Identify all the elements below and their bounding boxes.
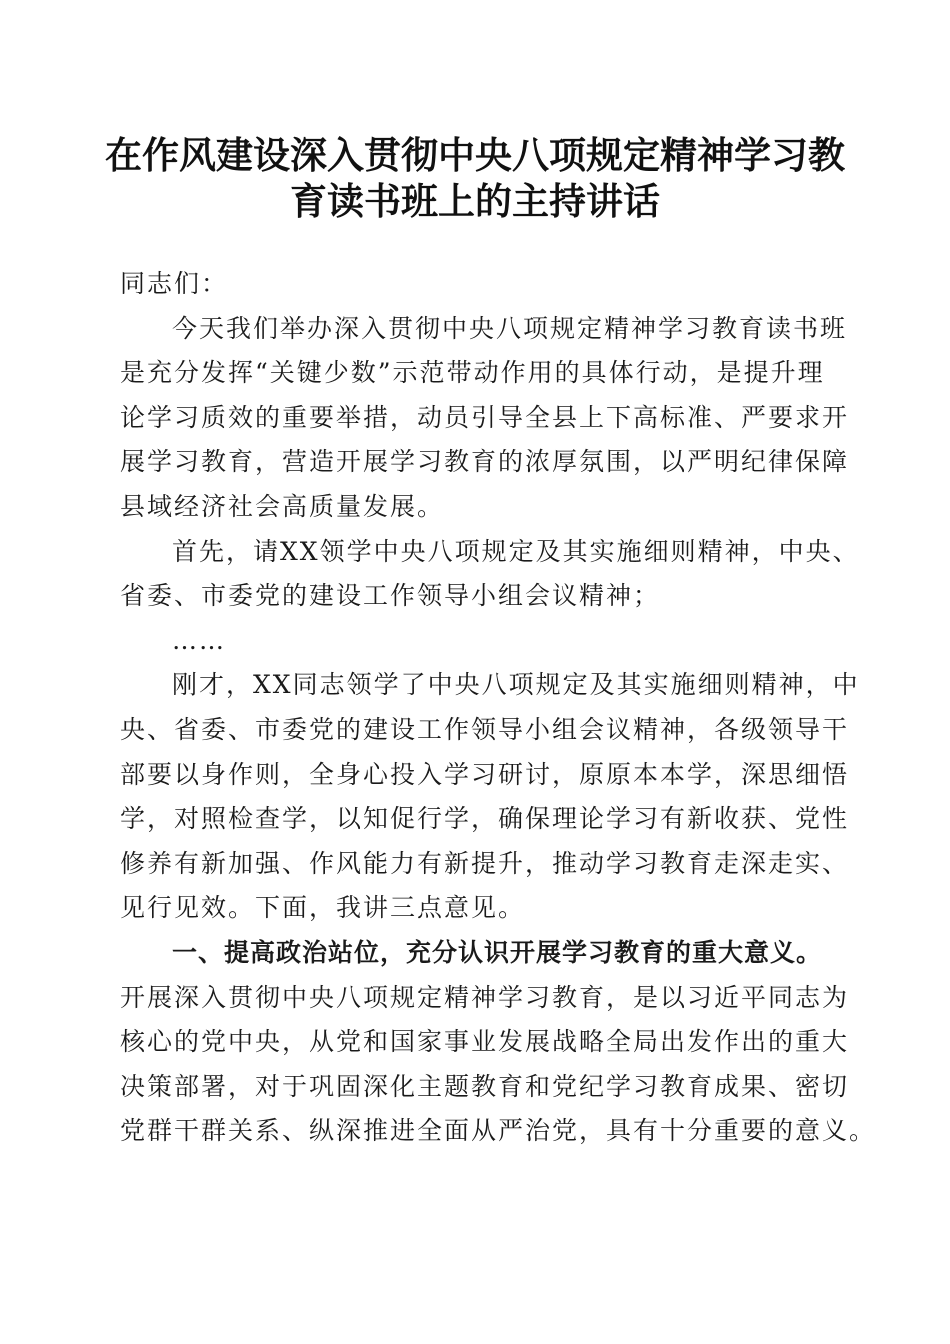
paragraph-summary [120,663,860,931]
text-line: 见行见效。下面，我讲三点意见。 [120,893,526,923]
text-line: 决策部署，对于巩固深化主题教育和党纪学习教育成果、密切 [120,1071,850,1101]
text-line: 核心的党中央，从党和国家事业发展战略全局出发作出的重大 [120,1027,850,1057]
paragraph-ellipsis [120,619,830,664]
document-title [100,132,850,224]
text-line: 今天我们举办深入贯彻中央八项规定精神学习教育读书班 [172,313,848,343]
document-body [120,262,877,1154]
text-line: 展学习教育，营造开展学习教育的浓厚氛围，以严明纪律保障 [120,447,850,477]
text-line: 是充分发挥“关键少数”示范带动作用的具体行动，是提升理 [120,358,825,388]
section-heading: 一、提高政治站位，充分认识开展学习教育的重大意义。 [172,937,823,967]
text-line: 修养有新加强、作风能力有新提升，推动学习教育走深走实、 [120,848,850,878]
paragraph-section-one [120,976,877,1154]
paragraph-first-item [120,530,860,619]
text-line: 学，对照检查学，以知促行学，确保理论学习有新收获、党性 [120,804,850,834]
text-line: 首先，请XX领学中央八项规定及其实施细则精神，中央、 [172,536,860,566]
text-line: 刚才，XX同志领学了中央八项规定及其实施细则精神，中 [172,670,860,700]
text-line: 部要以身作则，全身心投入学习研讨，原原本本学，深思细悟 [120,759,850,789]
text-line: 县域经济社会高质量发展。 [120,491,445,521]
text-line: 央、省委、市委党的建设工作领导小组会议精神，各级领导干 [120,714,850,744]
text-line: 论学习质效的重要举措，动员引导全县上下高标准、严要求开 [120,402,850,432]
text-line: 开展深入贯彻中央八项规定精神学习教育，是以习近平同志为 [120,982,850,1012]
salutation: 同志们： [120,269,229,298]
paragraph-opening [120,307,850,530]
text-line: …… [172,625,226,655]
title-line: 育读书班上的主持讲话 [290,179,660,223]
text-line: 省委、市委党的建设工作领导小组会议精神； [120,581,661,611]
title-line: 在作风建设深入贯彻中央八项规定精神学习教 [105,133,845,177]
text-line: 党群干群关系、纵深推进全面从严治党，具有十分重要的意义。 [120,1116,877,1146]
